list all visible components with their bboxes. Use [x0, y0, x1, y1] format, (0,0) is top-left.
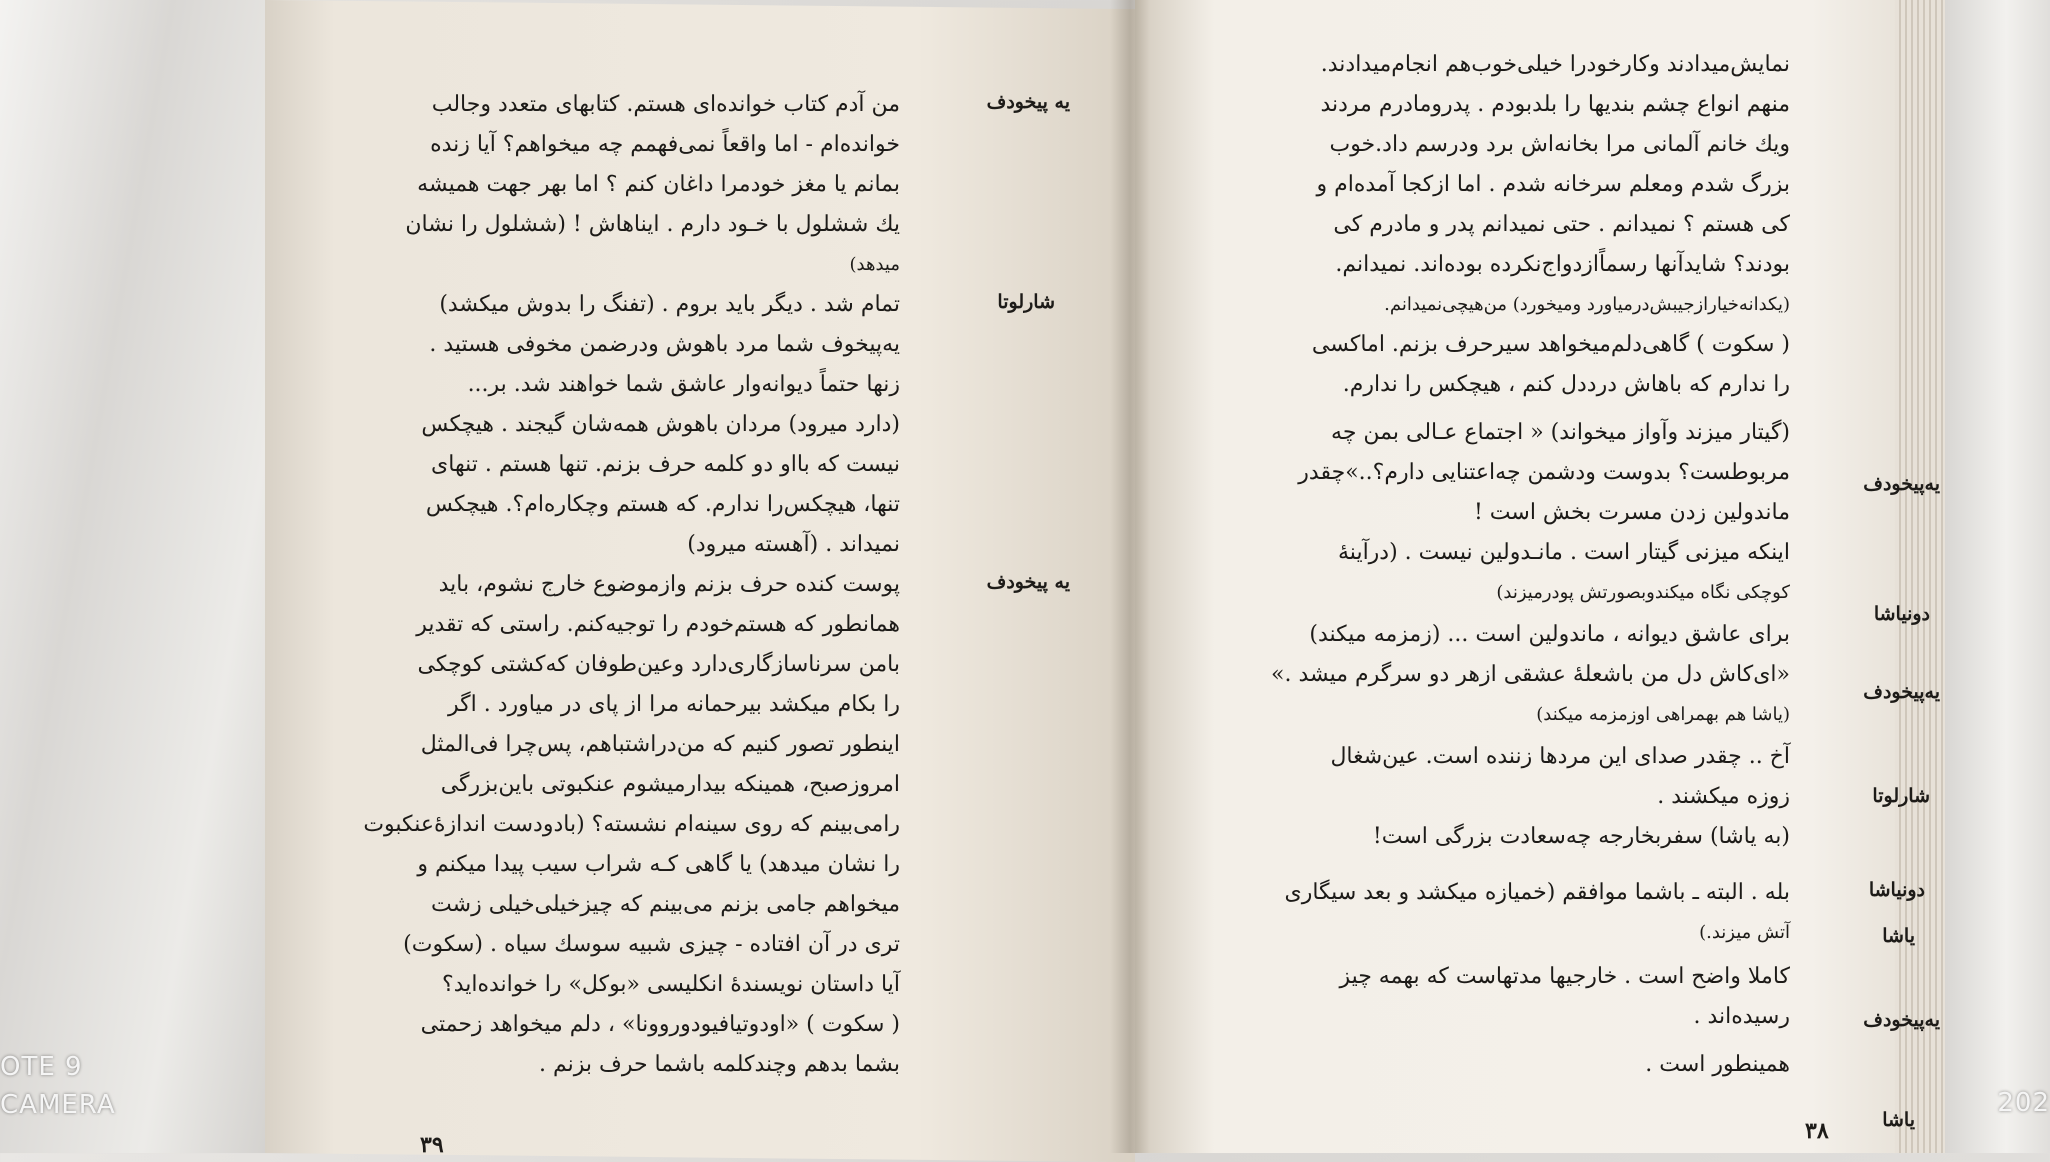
text-line: را ندارم که باهاش درددل کنم ، هیچکس را ندارم. — [1342, 372, 1790, 397]
text-line: یك ششلول با خـود دارم . ایناهاش ! (ششلول را نشان — [405, 212, 900, 237]
text-line: یه‌پیخوف شما مرد باهوش ودرضمن مخوفی هستید . — [429, 332, 900, 357]
cloth-background-right — [1940, 0, 2050, 1153]
text-line: زوزه میکشند . — [1657, 784, 1790, 809]
text-line: نمایش‌میدادند وکارخودرا خیلی‌خوب‌هم انجام‌میدادند. — [1320, 52, 1790, 77]
text-line: کی هستم ؟ نمیدانم . حتی نمیدانم پدر و مادرم کی — [1333, 212, 1790, 237]
speaker-name: یه‌پیخودف — [1863, 473, 1940, 495]
text-line: (گیتار میزند وآواز میخواند) « اجتماع عـالی بمن چه — [1331, 420, 1790, 445]
dialogue-block — [1270, 737, 1930, 817]
cloth-background-left — [0, 0, 290, 1153]
speaker-name: یاشا — [1882, 925, 1915, 947]
text-line: آتش میزند.) — [1699, 922, 1790, 943]
text-line: اینطور تصور کنیم که من‌دراشتباهم، پس‌چرا فی‌المثل — [420, 732, 900, 757]
page-number-right: ۳۸ — [1805, 1118, 1829, 1144]
text-line: (یکدانه‌خیارازجیبش‌درمیاورد ومیخورد) من‌هیچی‌نمیدانم. — [1384, 294, 1790, 315]
text-line: کوچکی نگاه میکندوبصورتش پودرمیزند) — [1496, 582, 1790, 603]
speaker-name: شارلوتا — [1872, 785, 1930, 807]
text-line: من آدم کتاب خوانده‌ای هستم. کتابهای متعدد وجالب — [431, 92, 900, 117]
text-line: امروزصبح، همینکه بیدارمیشوم عنکبوتی باین‌بزرگی — [440, 772, 900, 797]
text-line: ( سکوت ) گاهی‌دلم‌میخواهد سیرحرف بزنم. اماکسی — [1311, 332, 1790, 357]
text-line: بله . البته ـ باشما موافقم (خمیازه میکشد و بعد سیگاری — [1284, 880, 1790, 905]
text-line: رسیده‌اند . — [1693, 1004, 1790, 1029]
text-line: تنها، هیچکس‌را ندارم. که هستم وچکاره‌ام؟. هیچکس — [425, 492, 900, 517]
text-line: میدهد) — [849, 254, 900, 275]
text-line: بامن سرناسازگاری‌دارد وعین‌طوفان که‌کشتی کوچکی — [417, 652, 900, 677]
dialogue-block — [1270, 957, 1940, 1037]
text-line: (به یاشا) سفربخارجه چه‌سعادت بزرگی است! — [1372, 824, 1790, 849]
text-line: (دارد میرود) مردان باهوش همه‌شان گیجند . هیچکس — [421, 412, 900, 437]
book-gutter — [1110, 0, 1150, 1153]
text-line: منهم انواع چشم بندیها را بلدبودم . پدرومادرم مردند — [1320, 92, 1790, 117]
text-line: کاملا واضح است . خارجیها مدتهاست که بهمه چیز — [1339, 964, 1790, 989]
text-line: ویك خانم آلمانی مرا بخانه‌اش برد ودرسم داد.خوب — [1329, 132, 1790, 157]
text-line: نیست که بااو دو کلمه حرف بزنم. تنها هستم . تنهای — [431, 452, 900, 477]
speaker-name: یه پیخودف — [986, 91, 1070, 113]
speaker-name: یه‌پیخودف — [1863, 1009, 1940, 1031]
camera-watermark-line2: CAMERA — [0, 1090, 116, 1120]
dialogue-block — [1270, 45, 1790, 405]
text-line: بزرگ شدم ومعلم سرخانه شدم . اما ازکجا آمده‌ام و — [1316, 172, 1790, 197]
text-line: خوانده‌ام - اما واقعاً نمی‌فهمم چه میخواهم؟ آیا زنده — [430, 132, 900, 157]
text-line: ( سکوت ) «اودوتیافیودوروونا» ، دلم میخواهد زحمتی — [420, 1012, 900, 1037]
text-line: تمام شد . دیگر باید بروم . (تفنگ را بدوش میکشد) — [439, 292, 900, 317]
speaker-name: شارلوتا — [997, 291, 1055, 313]
text-line: زنها حتماً دیوانه‌وار عاشق شما خواهند شد. بر... — [467, 372, 900, 397]
dialogue-block — [1270, 615, 1940, 735]
text-line: بودند؟ شایدآنها رسماًازدواج‌نکرده بوده‌اند. نمیدانم. — [1335, 252, 1790, 277]
text-line: مربوطست؟ بدوست ودشمن چه‌اعتنایی دارم؟..»چقدر — [1298, 460, 1790, 485]
text-line: پوست کنده حرف بزنم وازموضوع خارج نشوم، باید — [438, 572, 900, 597]
text-line: همانطور که هستم‌خودم را توجیه‌کنم. راستی که تقدیر — [416, 612, 900, 637]
text-line: (یاشا هم بهمراهی اوزمزمه میکند) — [1536, 704, 1790, 725]
text-line: اینکه میزنی گیتار است . مانـدولین نیست . (درآینهٔ — [1338, 540, 1790, 565]
text-line: بمانم یا مغز خودمرا داغان کنم ؟ اما بهر جهت همیشه — [417, 172, 900, 197]
dialogue-block — [1270, 533, 1930, 625]
text-line: آخ .. چقدر صدای این مردها زننده است. عین‌شغال — [1330, 744, 1790, 769]
page-number-left: ۳۹ — [420, 1132, 444, 1158]
dialogue-block — [405, 85, 1070, 285]
speaker-name: دونیاشا — [1873, 603, 1930, 625]
text-line: تری در آن افتاده - چیزی شبیه سوسك سیاه . (سکوت) — [403, 932, 900, 957]
text-line: را نشان میدهد) یا گاهی کـه شراب سیب پیدا میکنم و — [417, 852, 900, 877]
text-line: آیا داستان نویسندهٔ انکلیسی «بوکل» را خوانده‌اید؟ — [442, 972, 900, 997]
page-edges — [1895, 0, 1945, 1153]
text-line: «ای‌کاش دل من باشعلهٔ عشقی ازهر دو سرگرم میشد .» — [1271, 662, 1790, 687]
dialogue-block — [410, 285, 1055, 565]
speaker-name: یه پیخودف — [986, 571, 1070, 593]
speaker-name: یاشا — [1882, 1109, 1915, 1131]
text-line: بشما بدهم وچندکلمه باشما حرف بزنم . — [539, 1052, 900, 1077]
dialogue-block — [363, 565, 1070, 1085]
text-line: نمیداند . (آهسته میرود) — [687, 532, 900, 557]
text-line: رامی‌بینم که روی سینه‌ام نشسته؟ (بادودست اندازهٔ‌عنکبوت — [363, 812, 900, 837]
camera-watermark-date: 202 — [1997, 1088, 2050, 1118]
speaker-name: دونیاشا — [1868, 879, 1925, 901]
dialogue-block — [1270, 413, 1940, 533]
text-line: میخواهم جامی بزنم می‌بینم که چیزخیلی‌خیلی زشت — [431, 892, 900, 917]
text-line: ماندولین زدن مسرت بخش است ! — [1473, 500, 1790, 525]
camera-watermark-line1: OTE 9 — [0, 1052, 83, 1082]
text-line: را بکام میکشد بیرحمانه مرا از پای در میاورد . اگر — [448, 692, 900, 717]
text-line: برای عاشق دیوانه ، ماندولین است ... (زمزمه میکند) — [1309, 622, 1790, 647]
text-line: همینطور است . — [1645, 1052, 1790, 1077]
speaker-name: یه‌پیخودف — [1863, 681, 1940, 703]
